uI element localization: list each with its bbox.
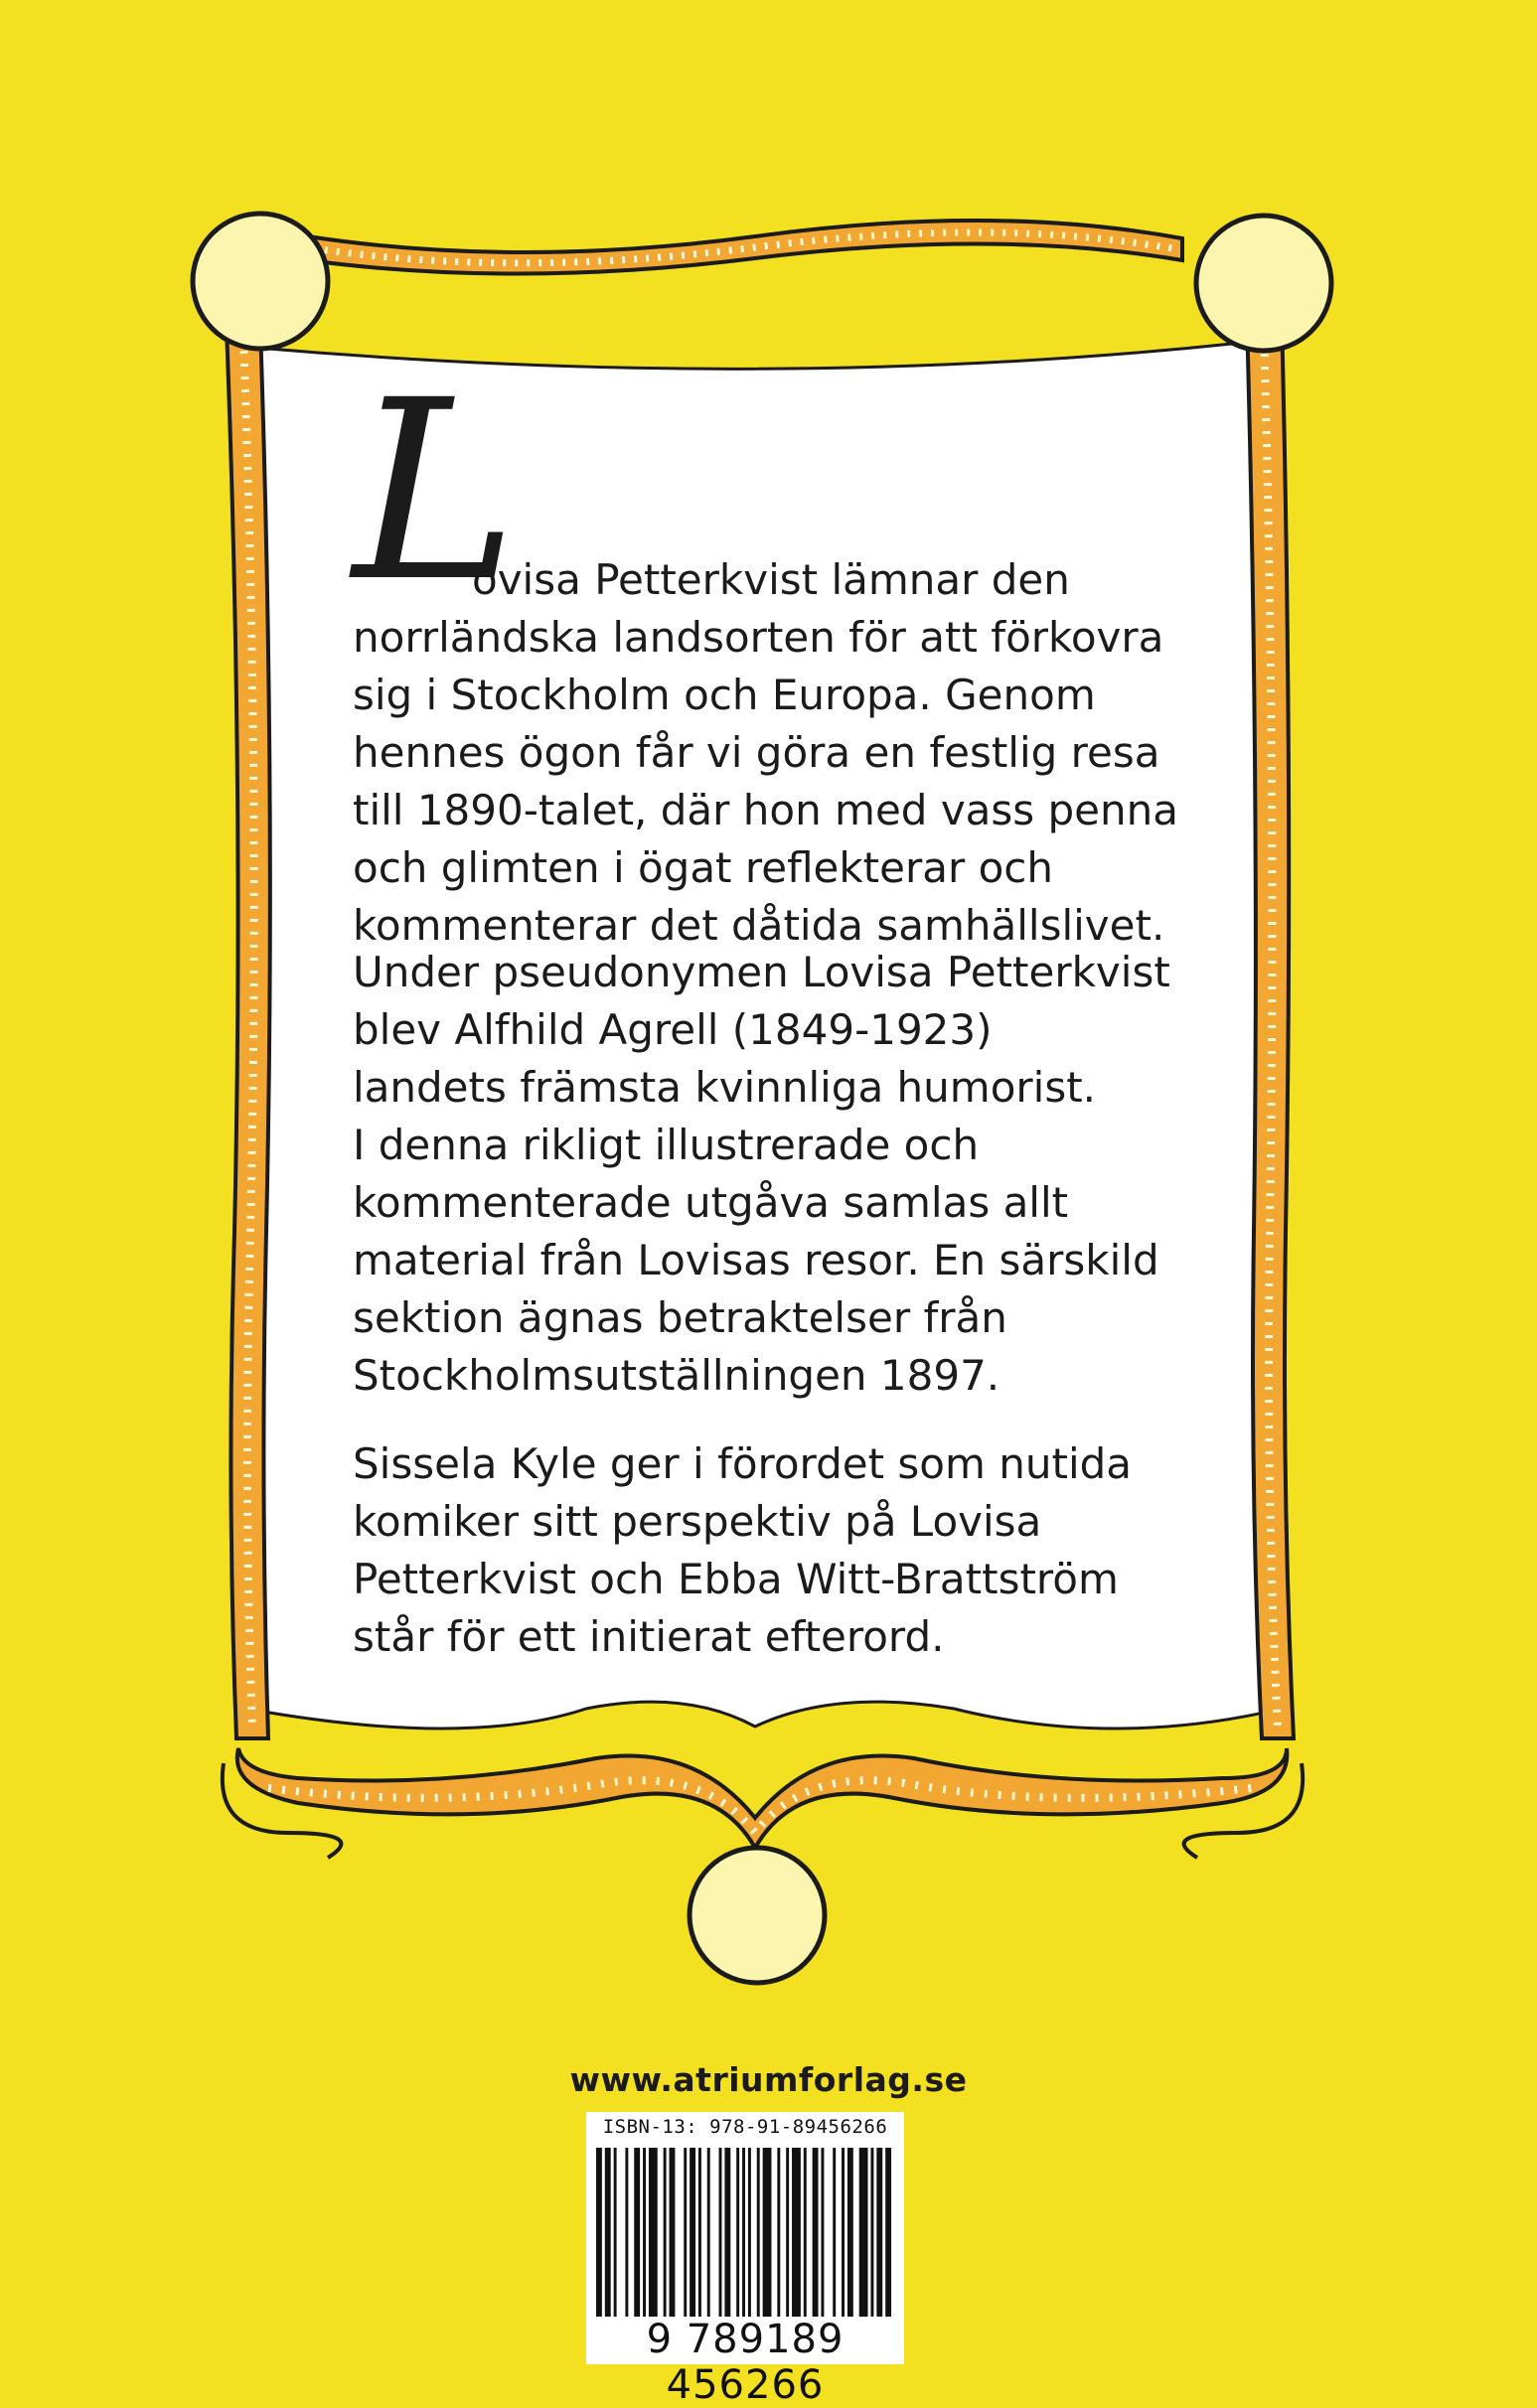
text-line: landets främsta kvinnliga humorist. (353, 1063, 1097, 1112)
ean-number: 9 789189 456266 (646, 2317, 845, 2408)
barcode-bar (847, 2148, 853, 2317)
text-line: Stockholmsutställningen 1897. (353, 1351, 1000, 1400)
barcode-bar (736, 2148, 739, 2317)
text-line: Sissela Kyle ger i förordet som nutida (353, 1439, 1133, 1488)
text-line: sektion ägnas betraktelser från (353, 1293, 1007, 1342)
barcode-bar (748, 2148, 751, 2317)
barcode-bar (763, 2148, 772, 2317)
barcode-bar (821, 2148, 824, 2317)
barcode-bar (670, 2148, 676, 2317)
blurb-paragraph-1 (353, 551, 1247, 955)
text-line: kommenterar det dåtida samhällslivet. (353, 901, 1165, 950)
barcode-bar (885, 2148, 891, 2317)
frame-right-bar (1247, 318, 1294, 1738)
barcode-bar (757, 2148, 760, 2317)
barcode-bar (786, 2148, 789, 2317)
text-line: sig i Stockholm och Europa. Genom (353, 671, 1096, 719)
barcode-bar (719, 2148, 722, 2317)
barcode-bar (649, 2148, 658, 2317)
barcode (586, 2112, 904, 2408)
barcode-bar (690, 2148, 695, 2317)
barcode-bar (859, 2148, 868, 2317)
barcode-bar (634, 2148, 640, 2317)
blurb-paragraph-3 (353, 1435, 1247, 1666)
barcode-bar (804, 2148, 807, 2317)
barcode-bars (596, 2148, 894, 2317)
text-line: står för ett initierat efterord. (353, 1612, 945, 1661)
text-line: Under pseudonymen Lovisa Petterkvist (353, 948, 1170, 996)
text-line: komiker sitt perspektiv på Lovisa (353, 1497, 1042, 1546)
text-line: material från Lovisas resor. En särskild (353, 1236, 1159, 1284)
barcode-bar (605, 2148, 611, 2317)
drop-cap-letter: L (353, 347, 519, 636)
barcode-bar (707, 2148, 710, 2317)
barcode-bar (698, 2148, 701, 2317)
frame-bottom-flourish (223, 1748, 1303, 1858)
text-line: Petterkvist och Ebba Witt-Brattström (353, 1555, 1119, 1603)
text-line: norrländska landsorten för att förkovra (353, 613, 1164, 662)
barcode-bar (724, 2148, 730, 2317)
bottom-knob (690, 1848, 825, 1983)
barcode-bar (684, 2148, 687, 2317)
text-line: hennes ögon får vi göra en festlig resa (353, 728, 1160, 777)
text-line: och glimten i ögat reflekterar och (353, 843, 1054, 892)
barcode-bar (842, 2148, 845, 2317)
barcode-bar (813, 2148, 819, 2317)
text-line: ovisa Petterkvist lämnar den (472, 555, 1070, 604)
barcode-bar (664, 2148, 667, 2317)
top-right-knob (1196, 216, 1331, 351)
text-line: I denna rikligt illustrerade och (353, 1121, 980, 1169)
barcode-bar (876, 2148, 882, 2317)
isbn-label: ISBN-13: 978-91-89456266 (602, 2116, 888, 2138)
barcode-bar (833, 2148, 836, 2317)
frame-left-bar (227, 328, 270, 1738)
frame-top-bar (308, 221, 1182, 274)
barcode-bar (643, 2148, 646, 2317)
barcode-bar (596, 2148, 602, 2317)
blurb-text-block (353, 347, 1247, 1669)
text-line: till 1890-talet, där hon med vass penna (353, 786, 1178, 834)
barcode-bar (614, 2148, 617, 2317)
barcode-bar (870, 2148, 873, 2317)
publisher-website: www.atriumforlag.se (569, 2060, 968, 2099)
barcode-bar (792, 2148, 801, 2317)
blurb-paragraph-2 (353, 944, 1247, 1405)
barcode-bar (742, 2148, 745, 2317)
barcode-bar (777, 2148, 780, 2317)
barcode-bar (625, 2148, 628, 2317)
text-line: kommenterade utgåva samlas allt (353, 1178, 1069, 1227)
text-line: blev Alfhild Agrell (1849-1923) (353, 1005, 993, 1054)
top-left-knob (193, 214, 328, 349)
